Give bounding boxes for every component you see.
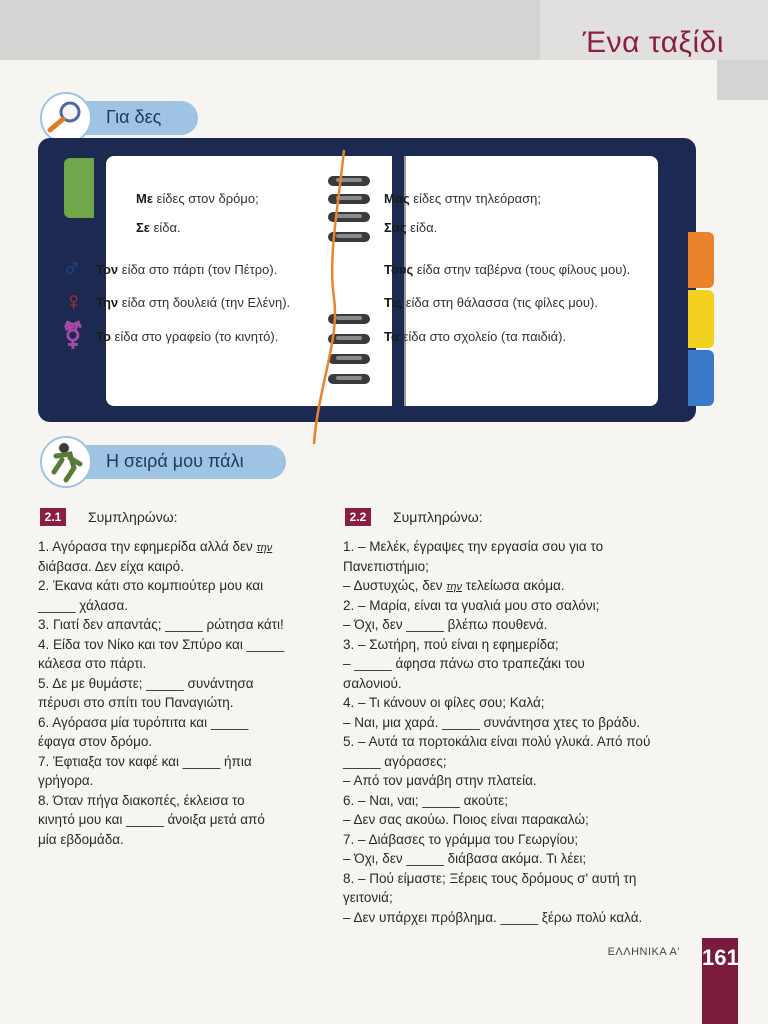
exercise-line: 6. – Ναι, ναι; _____ ακούτε; — [343, 792, 509, 808]
exercise-line: 3. – Σωτήρη, πού είναι η εφημερίδα; — [343, 636, 559, 652]
exercise-line: σαλονιού. — [343, 675, 402, 691]
book-label: ΕΛΛΗΝΙΚΑ Α' — [607, 946, 680, 958]
exercise-line: 8. Όταν πήγα διακοπές, έκλεισα το — [38, 792, 245, 808]
notebook-line: Με είδες στον δρόμο; — [136, 191, 259, 206]
notebook-line: Το είδα στο γραφείο (το κινητό). — [96, 329, 279, 344]
exercise-line: _____ χάλασα. — [38, 597, 129, 613]
female-symbol-icon: ♀ — [64, 286, 84, 316]
bookmark-ribbon — [308, 148, 348, 448]
person-icon — [40, 436, 92, 488]
exercise-line: – Δεν σας ακούω. Ποιος είναι παρακαλώ; — [343, 812, 589, 827]
notebook-line: Μας είδες στην τηλεόραση; — [384, 191, 541, 206]
neuter-symbol-icon: ⚧ — [62, 320, 84, 350]
male-symbol-icon: ♂ — [62, 252, 82, 282]
exercise-line: κάλεσα στο πάρτι. — [38, 656, 147, 671]
notebook-line: Σε είδα. — [136, 220, 181, 235]
example-answer: την — [446, 581, 463, 593]
exercise-line: 8. – Πού είμαστε; Ξέρεις τους δρόμους σ' αυτή τη — [343, 870, 637, 886]
exercise-line: πέρυσι στο σπίτι του Παναγιώτη. — [38, 695, 234, 710]
exercise-line: – Δυστυχώς, δεν την τελείωσα ακόμα. — [343, 578, 565, 593]
notebook-line: Την είδα στη δουλειά (την Ελένη). — [96, 295, 291, 310]
exercise-number: 2.2 — [345, 508, 371, 526]
exercise-line: – Όχι, δεν _____ διάβασα ακόμα. Τι λέει; — [343, 851, 587, 866]
example-answer: την — [256, 542, 273, 554]
notebook-line: Τα είδα στο σχολείο (τα παιδιά). — [384, 329, 567, 344]
notebook-line: Τους είδα στην ταβέρνα (τους φίλους μου). — [384, 262, 631, 277]
exercise-line: _____ αγόρασες; — [343, 753, 447, 769]
exercise-line: – Δεν υπάρχει πρόβλημα. _____ ξέρω πολύ καλά. — [343, 909, 643, 925]
exercise-line: Πανεπιστήμιο; — [343, 558, 429, 574]
yellow-tab — [688, 290, 714, 348]
notebook-line: Τον είδα στο πάρτι (τον Πέτρο). — [96, 262, 278, 277]
exercise-line: 2. – Μαρία, είναι τα γυαλιά μου στο σαλόνι; — [343, 597, 600, 613]
exercise-line: – Όχι, δεν _____ βλέπω πουθενά. — [343, 617, 548, 632]
exercise-line: 1. – Μελέκ, έγραψες την εργασία σου για το — [343, 539, 604, 554]
magnifier-icon — [40, 92, 92, 144]
exercise-line: γρήγορα. — [38, 773, 94, 788]
notebook-line: Σας είδα. — [384, 220, 438, 235]
page-number: 161 — [702, 938, 738, 1024]
exercise-line: μία εβδομάδα. — [38, 831, 124, 847]
exercise-line: 4. – Τι κάνουν οι φίλες σου; Καλά; — [343, 695, 545, 710]
page-title: Ένα ταξίδι — [582, 26, 724, 59]
exercise-line: 4. Είδα τον Νίκο και τον Σπύρο και _____ — [38, 636, 285, 652]
exercise-line: 1. Αγόρασα την εφημερίδα αλλά δεν την — [38, 539, 273, 554]
exercise-line: 5. Δε με θυμάστε; _____ συνάντησα — [38, 675, 254, 691]
exercise-line: – Ναι, μια χαρά. _____ συνάντησα χτες το βράδυ. — [343, 714, 641, 730]
section-heading-my-turn — [68, 445, 286, 479]
exercise-line: 5. – Αυτά τα πορτοκάλια είναι πολύ γλυκά. Από πού — [343, 734, 651, 749]
blue-tab — [688, 350, 714, 406]
exercise-title: Συμπληρώνω: — [88, 509, 178, 525]
notebook-illustration — [38, 138, 696, 422]
exercise-line: κινητό μου και _____ άνοιξα μετά από — [38, 812, 265, 827]
exercise-line: 3. Γιατί δεν απαντάς; _____ ρώτησα κάτι! — [38, 617, 284, 632]
exercise-line: 7. – Διάβασες το γράμμα του Γεωργίου; — [343, 831, 579, 847]
exercise-line: 2. Έκανα κάτι στο κομπιούτερ μου και — [38, 578, 264, 593]
exercise-line: 7. Έφτιαξα τον καφέ και _____ ήπια — [38, 753, 252, 769]
notebook-line: Τις είδα στη θάλασσα (τις φίλες μου). — [384, 295, 598, 310]
exercise-line: – _____ άφησα πάνω στο τραπεζάκι του — [343, 656, 585, 671]
exercise-title: Συμπληρώνω: — [393, 509, 483, 525]
exercise-line: έφαγα στον δρόμο. — [38, 734, 153, 749]
exercise-line: γειτονιά; — [343, 890, 393, 905]
section-title: Η σειρά μου πάλι — [106, 451, 244, 471]
green-tab — [64, 158, 94, 218]
title-tab — [717, 60, 768, 100]
exercise-line: – Από τον μανάβη στην πλατεία. — [343, 773, 537, 788]
exercise-number: 2.1 — [40, 508, 66, 526]
exercise-line: 6. Αγόρασα μία τυρόπιτα και _____ — [38, 714, 249, 730]
orange-tab — [688, 232, 714, 288]
exercise-line: διάβασα. Δεν είχα καιρό. — [38, 558, 184, 574]
section-title: Για δες — [106, 107, 162, 127]
